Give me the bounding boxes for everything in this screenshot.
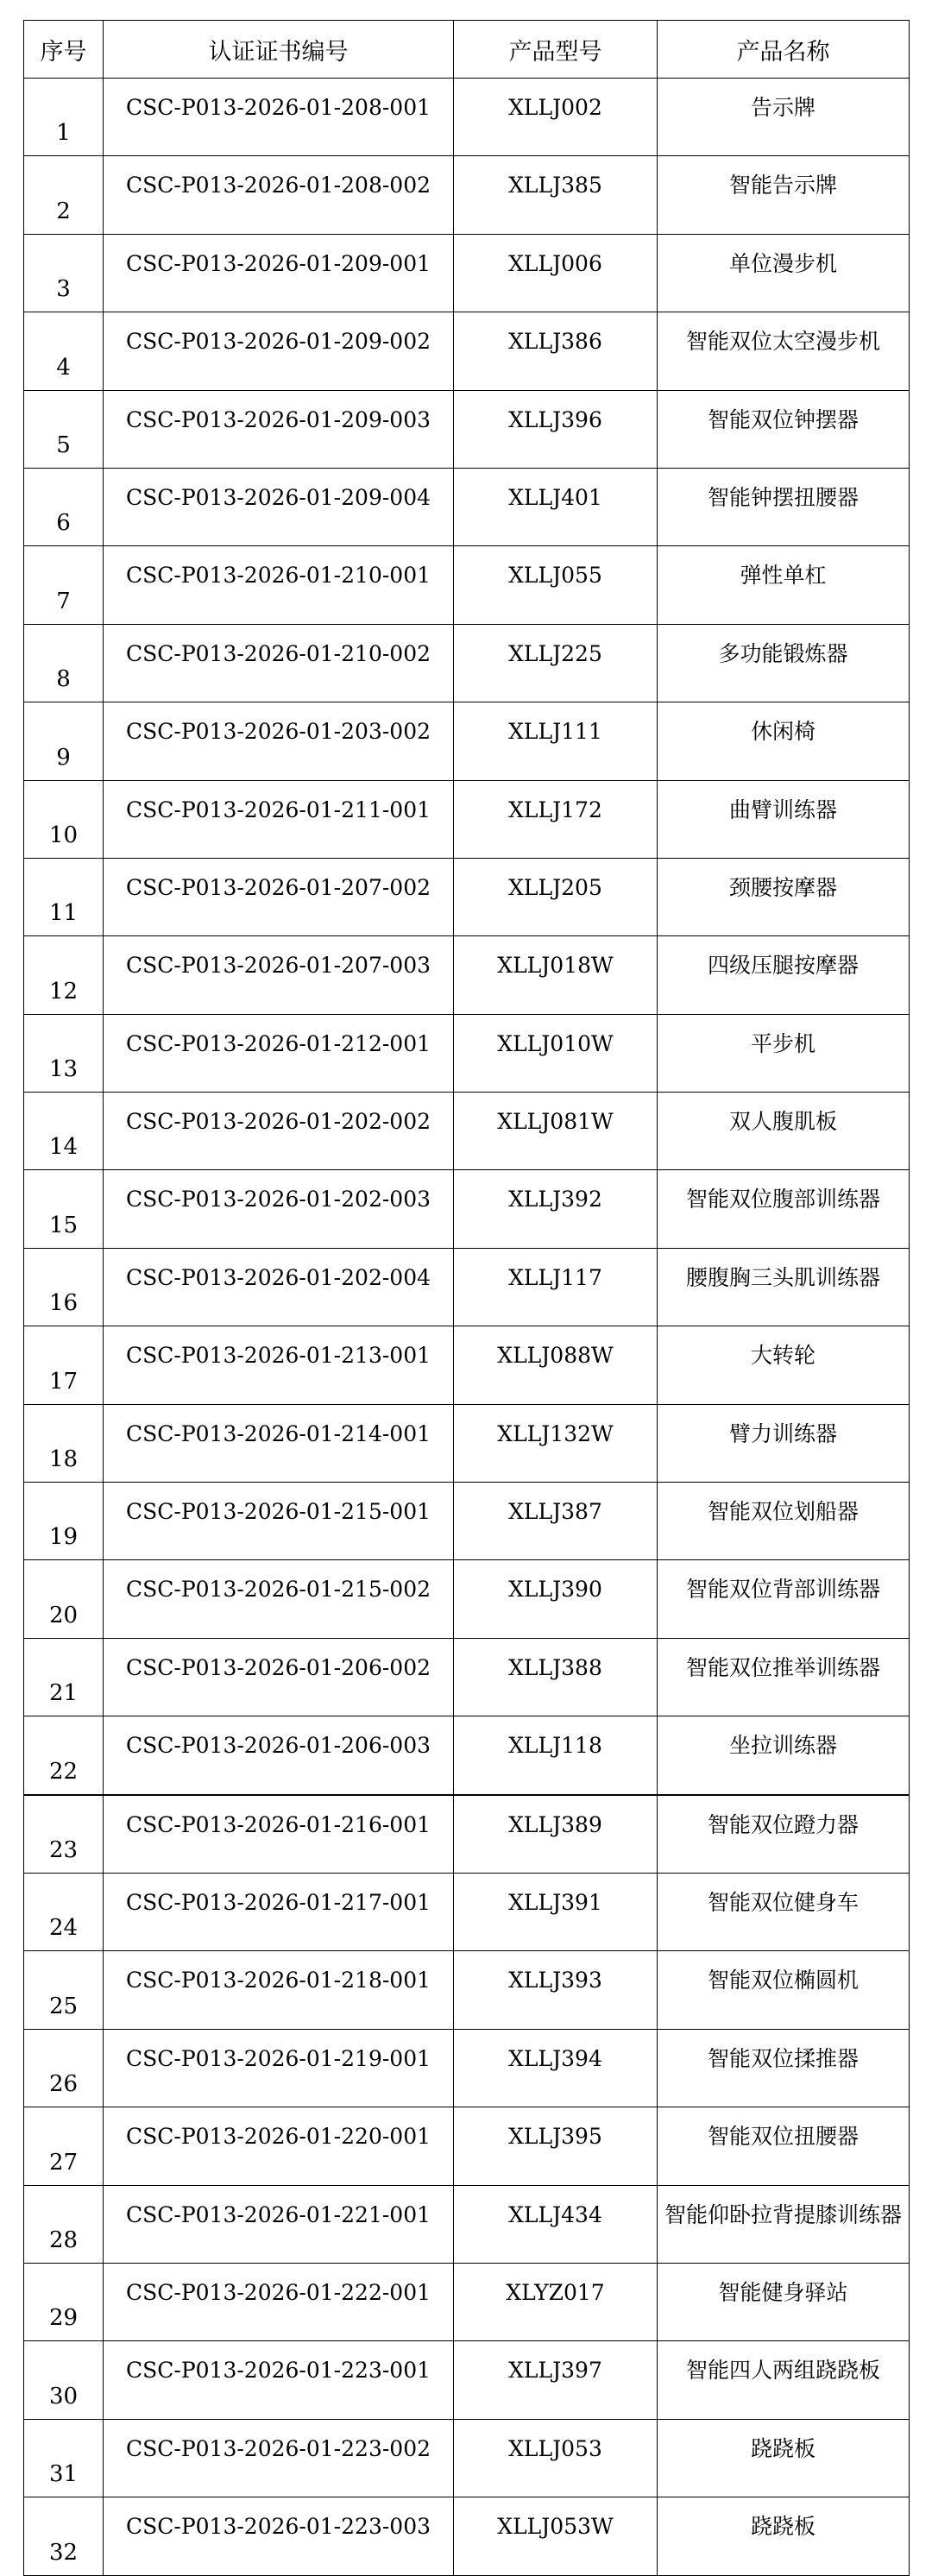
cell-certificate-number: CSC-P013-2026-01-209-004	[104, 468, 454, 545]
cell-product-model: XLLJ118	[454, 1716, 658, 1795]
cell-product-name: 智能双位背部训练器	[658, 1560, 910, 1638]
cell-product-model: XLLJ395	[454, 2107, 658, 2185]
cell-certificate-number: CSC-P013-2026-01-215-001	[104, 1483, 454, 1560]
cell-serial-number: 25	[24, 1951, 104, 2029]
cell-serial-number: 17	[24, 1326, 104, 1404]
cell-certificate-number: CSC-P013-2026-01-221-001	[104, 2185, 454, 2263]
table-row	[24, 2107, 910, 2185]
cell-product-name: 四级压腿按摩器	[658, 936, 910, 1014]
cell-product-model: XLLJ117	[454, 1248, 658, 1326]
cell-product-model: XLLJ401	[454, 468, 658, 545]
cell-serial-number: 21	[24, 1638, 104, 1716]
cell-certificate-number: CSC-P013-2026-01-202-002	[104, 1093, 454, 1170]
cell-serial-number: 28	[24, 2185, 104, 2263]
cell-product-name: 臂力训练器	[658, 1404, 910, 1482]
cell-product-name: 智能健身驿站	[658, 2263, 910, 2340]
cell-serial-number: 19	[24, 1483, 104, 1560]
cell-product-model: XLLJ002	[454, 79, 658, 156]
header-product-model: 产品型号	[454, 21, 658, 79]
table-row	[24, 936, 910, 1014]
cell-serial-number: 9	[24, 702, 104, 780]
cell-serial-number: 26	[24, 2029, 104, 2107]
cell-serial-number: 1	[24, 79, 104, 156]
cell-serial-number: 4	[24, 312, 104, 390]
cell-serial-number: 12	[24, 936, 104, 1014]
cell-product-name: 智能双位钟摆器	[658, 390, 910, 468]
cell-product-model: XLLJ132W	[454, 1404, 658, 1482]
cell-certificate-number: CSC-P013-2026-01-216-001	[104, 1795, 454, 1874]
header-product-name: 产品名称	[658, 21, 910, 79]
table-row	[24, 312, 910, 390]
cell-certificate-number: CSC-P013-2026-01-209-003	[104, 390, 454, 468]
table-row	[24, 1326, 910, 1404]
cell-certificate-number: CSC-P013-2026-01-208-002	[104, 156, 454, 234]
cell-product-name: 智能双位健身车	[658, 1873, 910, 1950]
cell-serial-number: 16	[24, 1248, 104, 1326]
table-row	[24, 780, 910, 858]
cell-serial-number: 23	[24, 1795, 104, 1874]
cell-certificate-number: CSC-P013-2026-01-218-001	[104, 1951, 454, 2029]
cell-product-name: 坐拉训练器	[658, 1716, 910, 1795]
cell-product-model: XLLJ225	[454, 624, 658, 702]
cell-product-model: XLLJ010W	[454, 1014, 658, 1092]
table-row	[24, 2263, 910, 2340]
cell-product-name: 智能仰卧拉背提膝训练器	[658, 2185, 910, 2263]
cell-serial-number: 8	[24, 624, 104, 702]
cell-product-name: 智能双位扭腰器	[658, 2107, 910, 2185]
cell-certificate-number: CSC-P013-2026-01-209-001	[104, 234, 454, 312]
table-row	[24, 1404, 910, 1482]
cell-serial-number: 7	[24, 546, 104, 624]
cell-product-name: 腰腹胸三头肌训练器	[658, 1248, 910, 1326]
cell-serial-number: 22	[24, 1716, 104, 1795]
cell-product-model: XLLJ055	[454, 546, 658, 624]
table-row	[24, 1014, 910, 1092]
table-row	[24, 390, 910, 468]
cell-certificate-number: CSC-P013-2026-01-214-001	[104, 1404, 454, 1482]
table-row	[24, 702, 910, 780]
cell-serial-number: 10	[24, 780, 104, 858]
cell-product-model: XLLJ434	[454, 2185, 658, 2263]
cell-serial-number: 18	[24, 1404, 104, 1482]
table-row	[24, 2341, 910, 2419]
table-row	[24, 1560, 910, 1638]
cell-certificate-number: CSC-P013-2026-01-222-001	[104, 2263, 454, 2340]
cell-product-model: XLLJ390	[454, 1560, 658, 1638]
cell-product-name: 单位漫步机	[658, 234, 910, 312]
table-row	[24, 1170, 910, 1248]
cell-product-name: 智能双位蹬力器	[658, 1795, 910, 1874]
cell-product-model: XLLJ172	[454, 780, 658, 858]
cell-product-name: 曲臂训练器	[658, 780, 910, 858]
cell-certificate-number: CSC-P013-2026-01-223-001	[104, 2341, 454, 2419]
cell-serial-number: 2	[24, 156, 104, 234]
cell-certificate-number: CSC-P013-2026-01-202-004	[104, 1248, 454, 1326]
header-row	[24, 21, 910, 79]
table-row	[24, 1093, 910, 1170]
cell-serial-number: 3	[24, 234, 104, 312]
table-row	[24, 234, 910, 312]
cell-certificate-number: CSC-P013-2026-01-209-002	[104, 312, 454, 390]
cell-serial-number: 14	[24, 1093, 104, 1170]
cell-product-model: XLLJ393	[454, 1951, 658, 2029]
cell-product-name: 智能四人两组跷跷板	[658, 2341, 910, 2419]
cell-serial-number: 13	[24, 1014, 104, 1092]
cell-certificate-number: CSC-P013-2026-01-223-003	[104, 2497, 454, 2575]
cell-certificate-number: CSC-P013-2026-01-210-002	[104, 624, 454, 702]
cell-certificate-number: CSC-P013-2026-01-207-003	[104, 936, 454, 1014]
cell-product-model: XLLJ006	[454, 234, 658, 312]
cell-product-name: 多功能锻炼器	[658, 624, 910, 702]
cell-product-name: 休闲椅	[658, 702, 910, 780]
cell-product-model: XLLJ389	[454, 1795, 658, 1874]
cell-certificate-number: CSC-P013-2026-01-211-001	[104, 780, 454, 858]
cell-product-model: XLLJ205	[454, 858, 658, 935]
cell-serial-number: 32	[24, 2497, 104, 2575]
cell-certificate-number: CSC-P013-2026-01-215-002	[104, 1560, 454, 1638]
cell-serial-number: 15	[24, 1170, 104, 1248]
table-row	[24, 2185, 910, 2263]
cell-product-model: XLLJ053W	[454, 2497, 658, 2575]
table-row	[24, 1638, 910, 1716]
cell-product-model: XLLJ111	[454, 702, 658, 780]
cell-product-name: 智能钟摆扭腰器	[658, 468, 910, 545]
table-row	[24, 156, 910, 234]
header-certificate-number: 认证证书编号	[104, 21, 454, 79]
cell-product-name: 智能双位太空漫步机	[658, 312, 910, 390]
cell-product-model: XLLJ388	[454, 1638, 658, 1716]
table-row	[24, 2029, 910, 2107]
cell-product-model: XLLJ018W	[454, 936, 658, 1014]
table-header	[24, 21, 910, 79]
cell-serial-number: 31	[24, 2419, 104, 2497]
table-body	[24, 79, 910, 2576]
cell-product-model: XLLJ081W	[454, 1093, 658, 1170]
table-row	[24, 1483, 910, 1560]
cell-product-name: 跷跷板	[658, 2497, 910, 2575]
cell-serial-number: 27	[24, 2107, 104, 2185]
cell-product-name: 双人腹肌板	[658, 1093, 910, 1170]
cell-product-name: 平步机	[658, 1014, 910, 1092]
cell-product-name: 智能双位划船器	[658, 1483, 910, 1560]
table-row	[24, 858, 910, 935]
cell-certificate-number: CSC-P013-2026-01-213-001	[104, 1326, 454, 1404]
cell-product-model: XLLJ387	[454, 1483, 658, 1560]
cell-product-name: 智能双位揉推器	[658, 2029, 910, 2107]
cell-certificate-number: CSC-P013-2026-01-223-002	[104, 2419, 454, 2497]
cell-product-name: 告示牌	[658, 79, 910, 156]
table-row	[24, 1248, 910, 1326]
cell-product-model: XLLJ396	[454, 390, 658, 468]
cell-certificate-number: CSC-P013-2026-01-206-003	[104, 1716, 454, 1795]
cell-certificate-number: CSC-P013-2026-01-220-001	[104, 2107, 454, 2185]
table-row	[24, 1873, 910, 1950]
cell-product-name: 智能双位腹部训练器	[658, 1170, 910, 1248]
cell-serial-number: 30	[24, 2341, 104, 2419]
cell-product-name: 智能双位推举训练器	[658, 1638, 910, 1716]
table-row	[24, 624, 910, 702]
cell-certificate-number: CSC-P013-2026-01-207-002	[104, 858, 454, 935]
cell-certificate-number: CSC-P013-2026-01-219-001	[104, 2029, 454, 2107]
cell-product-model: XLLJ391	[454, 1873, 658, 1950]
cell-serial-number: 20	[24, 1560, 104, 1638]
table-row	[24, 2497, 910, 2575]
cell-certificate-number: CSC-P013-2026-01-206-002	[104, 1638, 454, 1716]
cell-certificate-number: CSC-P013-2026-01-210-001	[104, 546, 454, 624]
cell-product-model: XLLJ385	[454, 156, 658, 234]
cell-product-model: XLYZ017	[454, 2263, 658, 2340]
cell-certificate-number: CSC-P013-2026-01-202-003	[104, 1170, 454, 1248]
table-row	[24, 1716, 910, 1795]
certificate-table-sheet	[23, 20, 910, 2576]
table-row	[24, 468, 910, 545]
cell-product-name: 颈腰按摩器	[658, 858, 910, 935]
cell-certificate-number: CSC-P013-2026-01-217-001	[104, 1873, 454, 1950]
cell-product-model: XLLJ053	[454, 2419, 658, 2497]
table-row	[24, 1795, 910, 1874]
cell-product-model: XLLJ392	[454, 1170, 658, 1248]
cell-serial-number: 11	[24, 858, 104, 935]
cell-product-model: XLLJ088W	[454, 1326, 658, 1404]
cell-product-name: 智能双位椭圆机	[658, 1951, 910, 2029]
cell-product-model: XLLJ397	[454, 2341, 658, 2419]
table-row	[24, 79, 910, 156]
cell-product-model: XLLJ386	[454, 312, 658, 390]
cell-serial-number: 5	[24, 390, 104, 468]
cell-certificate-number: CSC-P013-2026-01-212-001	[104, 1014, 454, 1092]
header-serial-number: 序号	[24, 21, 104, 79]
table-row	[24, 546, 910, 624]
cell-certificate-number: CSC-P013-2026-01-203-002	[104, 702, 454, 780]
table-row	[24, 2419, 910, 2497]
cell-serial-number: 29	[24, 2263, 104, 2340]
cell-product-name: 大转轮	[658, 1326, 910, 1404]
cell-product-name: 弹性单杠	[658, 546, 910, 624]
cell-product-name: 跷跷板	[658, 2419, 910, 2497]
cell-product-name: 智能告示牌	[658, 156, 910, 234]
cell-serial-number: 24	[24, 1873, 104, 1950]
cell-serial-number: 6	[24, 468, 104, 545]
cell-certificate-number: CSC-P013-2026-01-208-001	[104, 79, 454, 156]
cell-product-model: XLLJ394	[454, 2029, 658, 2107]
certificate-table	[23, 20, 910, 2576]
